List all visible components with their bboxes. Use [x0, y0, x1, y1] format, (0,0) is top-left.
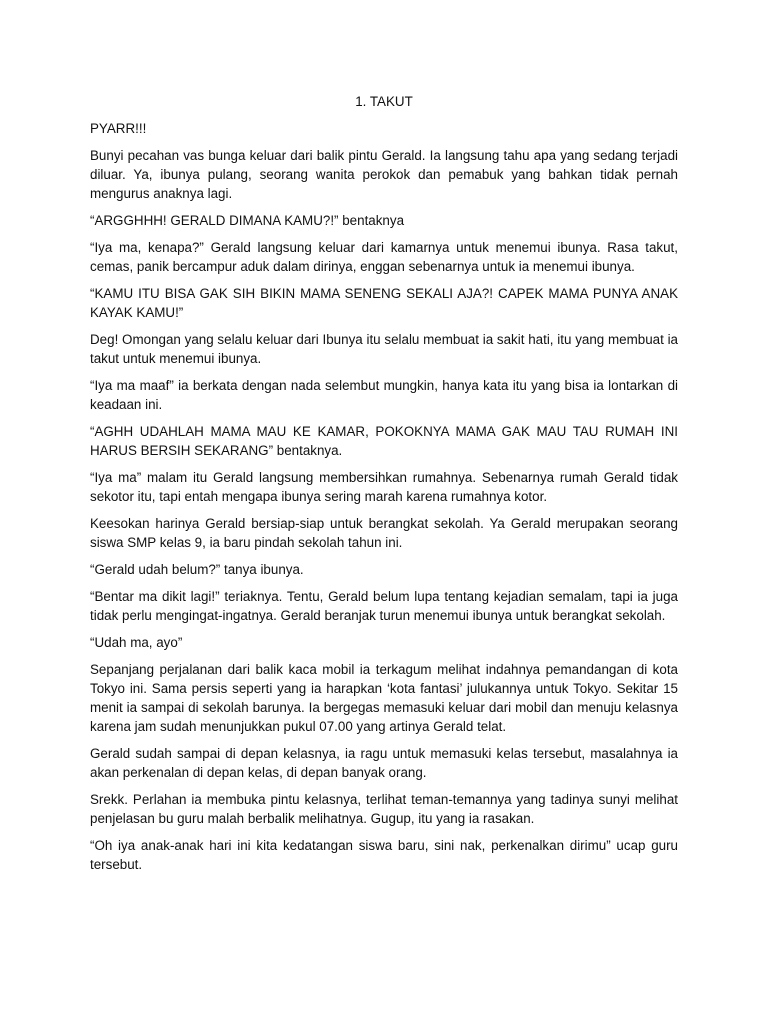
- paragraph: “Udah ma, ayo”: [90, 635, 183, 650]
- paragraph: “Iya ma” malam itu Gerald langsung membersihkan rumahnya. Sebenarnya rumah Gerald tidak sekotor itu, tapi entah mengapa ibunya sering marah karena rumahnya kotor.: [90, 470, 678, 504]
- paragraph: “Iya ma, kenapa?” Gerald langsung keluar dari kamarnya untuk menemui ibunya. Rasa takut, cemas, panik bercampur aduk dalam dirinya, enggan sebenarnya untuk ia menemui ibunya.: [90, 240, 678, 274]
- paragraph: “ARGGHHH! GERALD DIMANA KAMU?!” bentaknya: [90, 213, 405, 228]
- paragraph: “Gerald udah belum?” tanya ibunya.: [90, 562, 304, 577]
- paragraph: Srekk. Perlahan ia membuka pintu kelasnya, terlihat teman-temannya yang tadinya sunyi melihat penjelasan bu guru malah berbalik melihatnya. Gugup, itu yang ia rasakan.: [90, 792, 678, 826]
- document-body: [90, 92, 678, 882]
- paragraph: “KAMU ITU BISA GAK SIH BIKIN MAMA SENENG SEKALI AJA?! CAPEK MAMA PUNYA ANAK KAYAK KAMU!”: [90, 286, 678, 320]
- paragraph: “AGHH UDAHLAH MAMA MAU KE KAMAR, POKOKNYA MAMA GAK MAU TAU RUMAH INI HARUS BERSIH SEKARANG” bentaknya.: [90, 424, 678, 458]
- paragraph: Keesokan harinya Gerald bersiap-siap untuk berangkat sekolah. Ya Gerald merupakan seorang siswa SMP kelas 9, ia baru pindah sekolah tahun ini.: [90, 516, 678, 550]
- paragraph: Bunyi pecahan vas bunga keluar dari balik pintu Gerald. Ia langsung tahu apa yang sedang terjadi diluar. Ya, ibunya pulang, seorang wanita perokok dan pemabuk yang bahkan tidak pernah mengurus anaknya lagi.: [90, 148, 678, 201]
- paragraph: “Oh iya anak-anak hari ini kita kedatangan siswa baru, sini nak, perkenalkan dirimu” ucap guru tersebut.: [90, 838, 678, 872]
- paragraph: PYARR!!!: [90, 121, 147, 136]
- paragraph: Gerald sudah sampai di depan kelasnya, ia ragu untuk memasuki kelas tersebut, masalahnya ia akan perkenalan di depan kelas, di depan banyak orang.: [90, 746, 678, 780]
- paragraph: “Bentar ma dikit lagi!” teriaknya. Tentu, Gerald belum lupa tentang kejadian semalam, tapi ia juga tidak perlu mengingat-ingatnya. Gerald beranjak turun menemui ibunya untuk berangkat sekolah.: [90, 589, 678, 623]
- paragraph: Deg! Omongan yang selalu keluar dari Ibunya itu selalu membuat ia sakit hati, itu yang membuat ia takut untuk menemui ibunya.: [90, 332, 678, 366]
- paragraph: “Iya ma maaf” ia berkata dengan nada selembut mungkin, hanya kata itu yang bisa ia lontarkan di keadaan ini.: [90, 378, 678, 412]
- paragraph: Sepanjang perjalanan dari balik kaca mobil ia terkagum melihat indahnya pemandangan di kota Tokyo ini. Sama persis seperti yang ia harapkan ‘kota fantasi’ julukannya untuk Tokyo. Sekitar 15 menit ia sampai di sekolah barunya. Ia bergegas memasuki keluar dari mobil dan menuju kelasnya karena jam sudah menunjukkan pukul 07.00 yang artinya Gerald telat.: [90, 662, 678, 734]
- chapter-title: 1. TAKUT: [355, 94, 413, 109]
